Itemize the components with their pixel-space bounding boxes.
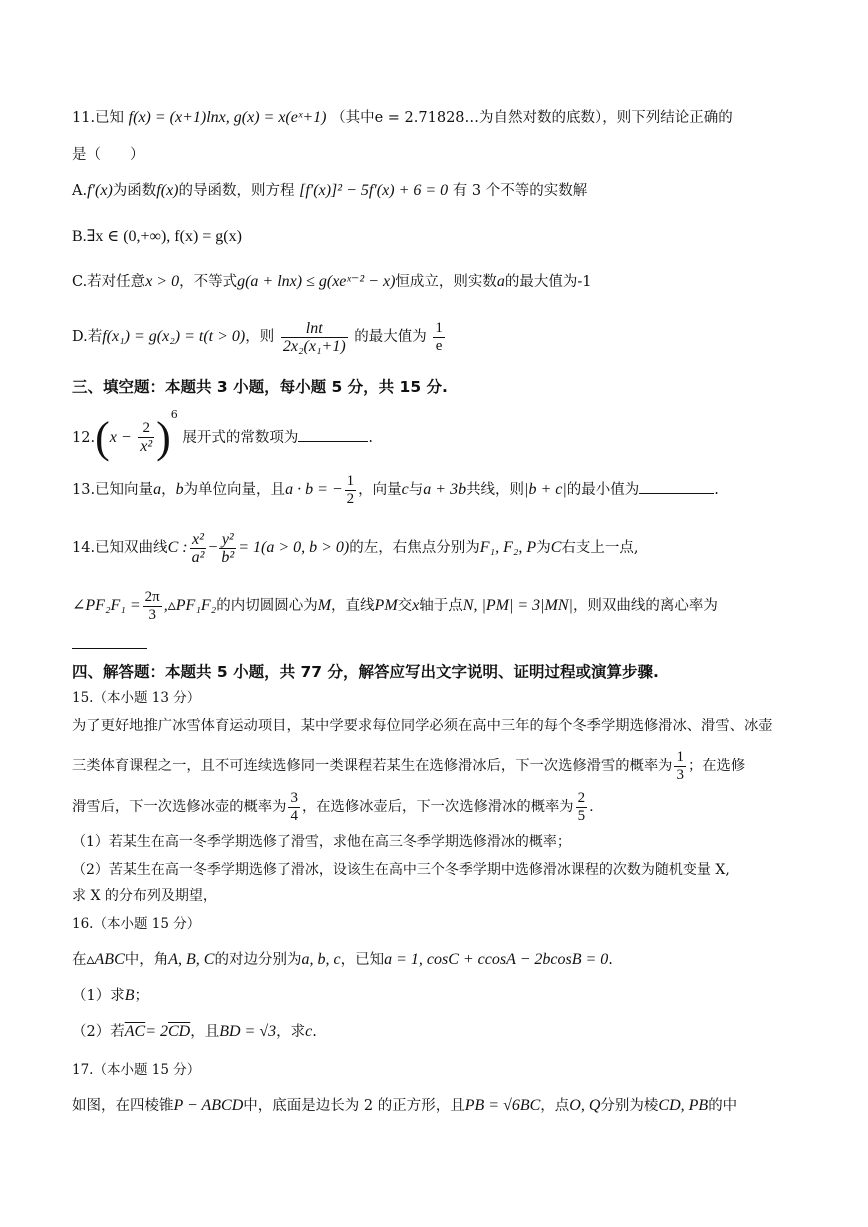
q16-text: ； bbox=[134, 988, 150, 1004]
q16-subquestion-2 bbox=[72, 1022, 808, 1042]
q17-text: 分别为棱 bbox=[600, 1098, 659, 1114]
q13-text: ，向量 bbox=[358, 482, 402, 498]
q14-math: PM bbox=[374, 597, 398, 614]
q11-line1 bbox=[72, 108, 808, 128]
option-a-equation: [f′(x)]² − 5f′(x) + 6 = 0 bbox=[299, 182, 449, 199]
q14-math: ,▵PF₁F₂ bbox=[163, 597, 217, 614]
section-3-heading: 三、填空题：本题共 3 小题，每小题 5 分，共 15 分. bbox=[72, 378, 448, 396]
q15-text: ；在选修 bbox=[687, 758, 746, 774]
q14-math: N, |PM| = 3|MN| bbox=[462, 597, 573, 614]
q16-text: . bbox=[608, 952, 613, 968]
q14-text: 交 bbox=[397, 598, 413, 614]
q15-text: 三类体育课程之一，且不可连续选修同一类课程若某生在选修滑冰后，下一次选修滑雪的概率为 bbox=[72, 758, 673, 774]
q16-text: . bbox=[312, 1024, 317, 1040]
q11-option-a[interactable] bbox=[72, 181, 808, 201]
q13-end: . bbox=[714, 482, 719, 498]
q14-math: ∠PF₂F₁ = bbox=[72, 597, 141, 614]
option-c-text: 恒成立，则实数 bbox=[395, 274, 497, 290]
vector-b: b bbox=[175, 481, 184, 498]
q16-text: （2）若 bbox=[72, 1024, 125, 1040]
q12-math: x − bbox=[109, 428, 132, 446]
q17-text: ，点 bbox=[540, 1098, 570, 1114]
q16-text: 的对边分别为 bbox=[214, 952, 302, 968]
fraction-denominator: 4 bbox=[290, 807, 298, 824]
q14-line3 bbox=[72, 634, 808, 655]
q11-number: 11.已知 bbox=[72, 110, 125, 126]
vector-ac: $\overline{AC}$ bbox=[124, 1023, 146, 1040]
q14-text: 为 bbox=[536, 540, 551, 556]
q17-text: 中，底面是边长为 2 的正方形，且 bbox=[243, 1098, 465, 1114]
option-b-text: B.∃x ∈ (0,+∞), f(x) = g(x) bbox=[72, 228, 242, 245]
fraction-numerator: 1 bbox=[676, 748, 684, 765]
fraction-numerator: 2 bbox=[577, 789, 586, 806]
fraction-denominator: b² bbox=[221, 548, 235, 566]
option-c-text: 的最大值为-1 bbox=[504, 274, 592, 290]
fraction-denominator: e bbox=[435, 337, 443, 354]
fraction-denominator: x² bbox=[140, 438, 153, 456]
vector-cd: $\overline{CD}$ bbox=[167, 1023, 191, 1040]
q11-functions: f(x) = (x+1)lnx, g(x) = x(eˣ+1) bbox=[128, 109, 327, 126]
q16-math: B bbox=[124, 987, 135, 1004]
q15-prob-2 bbox=[288, 790, 300, 825]
fraction-denominator: 2 bbox=[346, 490, 355, 507]
q16-math: A, B, C bbox=[168, 951, 215, 968]
q14-text: ，直线 bbox=[331, 598, 375, 614]
q17-math: PB = √6BC bbox=[464, 1097, 541, 1114]
option-a-math: f(x) bbox=[156, 182, 179, 199]
q15-paragraph-3 bbox=[72, 787, 808, 831]
q17-text: 的中 bbox=[708, 1098, 738, 1114]
option-a-text: 有 3 个不等的实数解 bbox=[452, 183, 588, 199]
q17-math: O, Q bbox=[569, 1097, 601, 1114]
q16-subquestion-1 bbox=[72, 986, 808, 1006]
fraction-denominator: 3 bbox=[676, 766, 684, 783]
q15-subquestion-2-cont: 求 X 的分布列及期望， bbox=[72, 888, 217, 904]
q17-math: P − ABCD bbox=[173, 1097, 244, 1114]
q13-math: |b + c| bbox=[524, 481, 567, 498]
q14-fraction-x bbox=[190, 531, 207, 566]
option-a-text: 为函数 bbox=[112, 183, 157, 199]
q15-prob-3 bbox=[576, 790, 588, 825]
q12-exponent: 6 bbox=[170, 408, 178, 421]
q14-text: ，则双曲线的离心率为 bbox=[572, 598, 718, 614]
fraction-numerator: y² bbox=[219, 531, 236, 549]
q16-math: a = 1, cosC + ccosA − 2bcosB = 0 bbox=[384, 951, 609, 968]
q11-text: （其中e = 2.71828…为自然对数的底数），则下列结论正确的 bbox=[331, 110, 733, 126]
option-c-math: a bbox=[496, 273, 505, 290]
section-4-heading: 四、解答题：本题共 5 小题，共 77 分，解答应写出文字说明、证明过程或演算步骤. bbox=[72, 663, 659, 681]
q16-text: （1）求 bbox=[72, 988, 125, 1004]
q15-subquestion-2: （2）苦某生在高一冬季学期选修了滑冰，设该生在高中三个冬季学期中选修滑冰课程的次数为随机变量 X, bbox=[72, 862, 730, 878]
q16-text: ，已知 bbox=[340, 952, 385, 968]
q11-option-b[interactable] bbox=[72, 227, 808, 247]
q14-text: 轴于点 bbox=[419, 598, 463, 614]
q17-math: CD, PB bbox=[658, 1097, 709, 1114]
q15-subquestion-1: （1）若某生在高一冬季学期选修了滑雪，求他在高三冬季学期选修滑冰的概率； bbox=[72, 834, 571, 850]
q14-line1: 14.已知双曲线C : $\frac{\text{x²}}{\text{a²}}$ − $\frac{\text{y²}}{\text{b²}}$ = 1(a > 0, b > 0)的左，右焦点分别为F₁, F₂, P为C右支上一点, bbox=[72, 530, 639, 566]
q12-text: 展开式的常数项为 bbox=[182, 429, 299, 446]
q14-fraction-y bbox=[219, 531, 236, 566]
q14-text: 的内切圆圆心为 bbox=[216, 598, 318, 614]
q11-option-c[interactable] bbox=[72, 272, 808, 292]
fraction-numerator: lnt bbox=[281, 320, 348, 338]
fraction-numerator: 3 bbox=[290, 789, 298, 806]
option-a-label: A. bbox=[72, 183, 88, 199]
q14-text: 14.已知双曲线 bbox=[72, 540, 168, 556]
q15-heading: 15.（本小题 13 分） bbox=[72, 690, 201, 706]
q16-text: ，且 bbox=[190, 1024, 220, 1040]
fraction-numerator: 1 bbox=[435, 319, 443, 336]
left-paren: ( bbox=[95, 412, 110, 462]
fraction-denominator: a² bbox=[191, 548, 205, 566]
q14-answer-blank[interactable] bbox=[72, 634, 147, 649]
q11-line2: 是（ ） bbox=[72, 147, 145, 163]
q12-fraction bbox=[138, 420, 154, 455]
q14-angle-fraction bbox=[143, 589, 162, 624]
q12-end: . bbox=[368, 429, 374, 446]
q14-math: C : bbox=[167, 539, 188, 556]
q14-math: x bbox=[412, 597, 420, 614]
q13-text: 为单位向量，且 bbox=[183, 482, 286, 498]
q12-answer-blank[interactable] bbox=[298, 427, 368, 442]
q15-prob-1 bbox=[674, 749, 686, 784]
fraction-denominator: 5 bbox=[577, 807, 586, 824]
q16-math: = 2 bbox=[145, 1023, 168, 1040]
option-c-math: x > 0 bbox=[145, 273, 180, 290]
q11-option-d[interactable] bbox=[72, 316, 808, 362]
vector-a: a bbox=[153, 481, 162, 498]
q14-math: M bbox=[317, 597, 332, 614]
q15-text: 滑雪后，下一次选修冰壶的概率为 bbox=[72, 799, 287, 815]
q15-paragraph-1: 为了更好地推广冰雪体育运动项目，某中学要求每位同学必须在高中三年的每个冬季学期选修滑冰、滑雪、冰壶 bbox=[72, 718, 773, 734]
q13-text: 的最小值为 bbox=[566, 482, 640, 498]
q15-paragraph-2 bbox=[72, 746, 808, 790]
q16-text: ，求 bbox=[276, 1024, 306, 1040]
q13-text: ， bbox=[161, 482, 176, 498]
q13-math: a · b = − bbox=[285, 481, 343, 498]
q14-math: = 1(a > 0, b > 0) bbox=[238, 539, 350, 556]
fraction-numerator: 2 bbox=[138, 420, 154, 438]
q15-text: ，在选修冰壶后，下一次选修滑冰的概率为 bbox=[301, 799, 574, 815]
q13-math: a + 3b bbox=[423, 481, 467, 498]
vector-c: c bbox=[401, 481, 409, 498]
q13-fraction bbox=[345, 473, 357, 508]
q17-text: 如图，在四棱锥 bbox=[72, 1098, 174, 1114]
option-d-text: D.若 bbox=[72, 329, 103, 345]
fraction-denominator: 3 bbox=[148, 606, 156, 623]
q13-text: 13.已知向量 bbox=[72, 482, 154, 498]
option-c-math: g(a + lnx) ≤ g(xeˣ⁻² − x) bbox=[237, 273, 396, 290]
q13-text: 共线，则 bbox=[466, 482, 525, 498]
option-d-result bbox=[433, 320, 445, 355]
q16-math: a, b, c bbox=[301, 951, 341, 968]
option-c-text: ，不等式 bbox=[179, 274, 238, 290]
q16-math: c bbox=[305, 1023, 313, 1040]
option-d-text: 的最大值为 bbox=[354, 329, 427, 345]
q14-text: 的左，右焦点分别为 bbox=[349, 540, 480, 556]
fraction-denominator: 2x₂(x₁+1) bbox=[282, 337, 346, 355]
q13 bbox=[72, 470, 808, 514]
option-d-text: ，则 bbox=[245, 329, 275, 345]
q16-math: ▵ABC bbox=[86, 951, 125, 968]
q17-heading: 17.（本小题 15 分） bbox=[72, 1062, 201, 1078]
fraction-numerator: 2π bbox=[144, 588, 160, 605]
q16-heading: 16.（本小题 15 分） bbox=[72, 916, 201, 932]
fraction-numerator: x² bbox=[190, 531, 207, 549]
option-d-math: f(x₁) = g(x₂) = t(t > 0) bbox=[102, 328, 246, 345]
option-d-fraction bbox=[281, 320, 348, 355]
q16-math: BD = √3 bbox=[219, 1023, 277, 1040]
q16-paragraph bbox=[72, 950, 808, 970]
option-a-text: 的导函数，则方程 bbox=[178, 183, 295, 199]
q12-number: 12. bbox=[72, 429, 96, 446]
q14-line2 bbox=[72, 583, 808, 633]
q15-text: . bbox=[589, 799, 594, 815]
q14-text: 右支上一点, bbox=[561, 540, 639, 556]
q12 bbox=[72, 410, 808, 460]
q14-math: F₁, F₂, P bbox=[479, 539, 537, 556]
q17-paragraph bbox=[72, 1096, 808, 1116]
option-a-math: f′(x) bbox=[87, 182, 113, 199]
q16-text: 中，角 bbox=[124, 952, 169, 968]
right-paren: ) bbox=[156, 412, 171, 462]
q14-math: C bbox=[550, 539, 562, 556]
fraction-numerator: 1 bbox=[346, 472, 355, 489]
option-c-text: C.若对任意 bbox=[72, 274, 146, 290]
q16-text: 在 bbox=[72, 952, 87, 968]
q13-answer-blank[interactable] bbox=[639, 479, 714, 494]
q13-text: 与 bbox=[408, 482, 424, 498]
